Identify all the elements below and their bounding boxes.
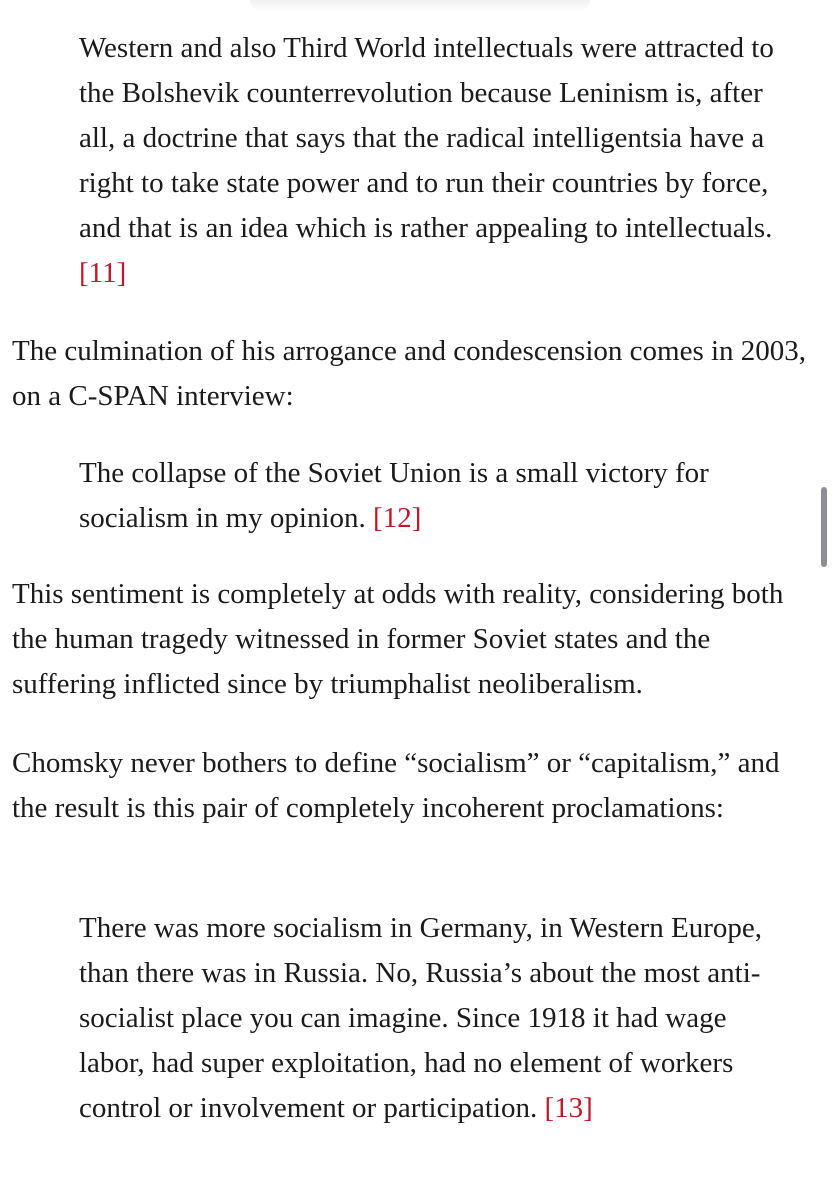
blockquote-1 bbox=[79, 26, 779, 296]
paragraph-3: Chomsky never bothers to define “socialism” or “capitalism,” and the result is this pair of completely incoherent proclamations: bbox=[12, 747, 780, 824]
blockquote-2-text: The collapse of the Soviet Union is a small victory for socialism in my opinion. bbox=[79, 457, 709, 534]
paragraph-2: This sentiment is completely at odds with reality, considering both the human tragedy witnessed in former Soviet states and the suffering inflicted since by triumphalist neoliberalism. bbox=[12, 578, 784, 700]
footnote-link-12[interactable]: [12] bbox=[373, 502, 422, 534]
blockquote-3 bbox=[79, 906, 779, 1131]
paragraph-1: The culmination of his arrogance and condescension comes in 2003, on a C-SPAN interview: bbox=[12, 335, 807, 412]
blockquote-3-text: There was more socialism in Germany, in Western Europe, than there was in Russia. No, Russia’s about the most anti-socialist place you can imagine. Since 1918 it had wage labor, had super exploitation, had no element of workers control or involvement or participation. bbox=[79, 912, 762, 1124]
scrollbar-thumb[interactable] bbox=[821, 487, 827, 567]
top-edge-shadow bbox=[250, 0, 590, 12]
blockquote-2 bbox=[79, 451, 779, 541]
footnote-link-13[interactable]: [13] bbox=[544, 1092, 593, 1124]
blockquote-1-text: Western and also Third World intellectuals were attracted to the Bolshevik counterrevolution because Leninism is, after all, a doctrine that says that the radical intelligentsia have a right to take state power and to run their countries by force, and that is an idea which is rather appealing to intellectuals. bbox=[79, 32, 774, 244]
footnote-link-11[interactable]: [11] bbox=[79, 257, 127, 289]
